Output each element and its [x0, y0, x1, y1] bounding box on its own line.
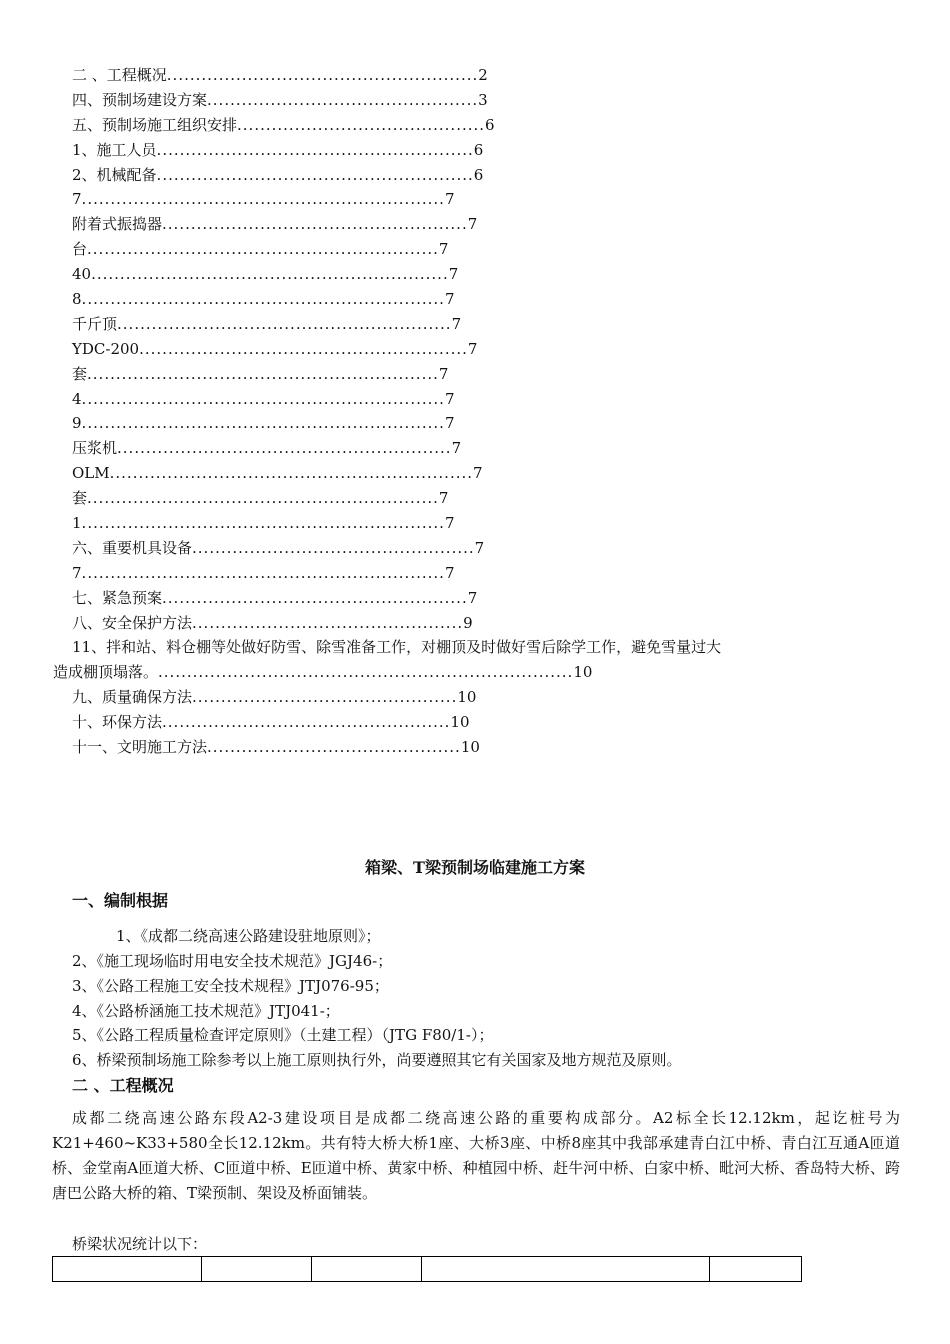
toc-dots: ...............................................................: [81, 190, 445, 209]
toc-entry[interactable]: [72, 262, 898, 287]
toc-label: 五、预制场施工组织安排: [72, 115, 238, 134]
basis-item-1: 1、《成都二绕高速公路建设驻地原则》；: [116, 927, 381, 945]
toc-label: 附着式振捣器: [72, 215, 163, 234]
toc-page: 9: [463, 613, 473, 632]
toc-dots: .............................................................: [87, 364, 439, 383]
toc-label: 压浆机: [72, 439, 118, 458]
toc-page: 7: [467, 215, 478, 234]
toc-label: 造成棚顶塌落。: [53, 663, 159, 682]
toc-entry[interactable]: [72, 113, 898, 138]
toc-label: YDC-200: [72, 339, 140, 358]
toc-page: 7: [473, 464, 483, 483]
toc-entry[interactable]: [72, 337, 898, 362]
toc-label: 40: [72, 265, 92, 284]
toc-page: 3: [478, 90, 488, 109]
toc-page: 7: [438, 364, 449, 383]
toc-dots: ...............................................................: [81, 389, 445, 408]
toc-dots: ...............................................................: [109, 464, 474, 483]
toc-dots: .....................................................: [162, 215, 468, 234]
toc-label: 4: [72, 389, 82, 408]
toc-page: 7: [444, 563, 455, 582]
toc-label: 1、施工人员: [72, 140, 157, 159]
toc-label: 七、紧急预案: [72, 588, 163, 607]
toc-dots: ...............................................................: [81, 414, 445, 433]
toc-entry[interactable]: [72, 611, 898, 636]
table-intro: 桥梁状况统计以下：: [72, 1235, 208, 1253]
toc-page: 7: [444, 389, 455, 408]
toc-dots: ........................................................................: [158, 663, 574, 682]
toc-page: 7: [444, 290, 455, 309]
toc-label: 2、机械配备: [72, 165, 157, 184]
toc-dots: ..........................................................: [117, 314, 452, 333]
toc-entry[interactable]: [72, 387, 898, 412]
toc-entry[interactable]: [72, 88, 898, 113]
toc-dots: .......................................................: [156, 165, 474, 184]
toc-dots: .............................................................: [87, 489, 439, 508]
toc-entry[interactable]: [72, 287, 898, 312]
toc-dots: ...............................................................: [81, 290, 445, 309]
toc-label: OLM: [72, 464, 110, 483]
toc-label: 千斤顶: [72, 314, 118, 333]
toc-page: 7: [444, 190, 455, 209]
basis-item-2: 2、《施工现场临时用电安全技术规范》JGJ46-；: [72, 952, 393, 970]
toc-entry[interactable]: [72, 486, 898, 511]
toc-label: 1: [72, 514, 82, 533]
toc-label: 7: [72, 563, 82, 582]
toc-page: 7: [451, 439, 462, 458]
section-heading-basis: 一、编制根据: [72, 891, 169, 910]
toc-dots: ...............................................................: [81, 563, 445, 582]
toc-label: 7: [72, 190, 82, 209]
toc-page: 6: [485, 115, 495, 134]
toc-label: 套: [72, 489, 88, 508]
toc-entry[interactable]: [72, 511, 898, 536]
toc-entry[interactable]: [72, 312, 898, 337]
toc-entry[interactable]: [72, 710, 898, 735]
toc-page: 7: [448, 265, 459, 284]
toc-page: 6: [473, 165, 484, 184]
toc-dots: ..................................................: [162, 713, 451, 732]
document-title: 箱梁、T梁预制场临建施工方案: [365, 858, 585, 877]
toc-label: 六、重要机具设备: [72, 538, 193, 557]
toc-dots: .................................................: [192, 538, 475, 557]
toc-entry[interactable]: [72, 685, 898, 710]
toc-label: 台: [72, 240, 88, 259]
toc-entry[interactable]: [72, 163, 898, 188]
basis-item-6: 6、桥梁预制场施工除参考以上施工原则执行外，尚要遵照其它有关国家及地方规范及原则。: [72, 1051, 682, 1069]
table-cell: [710, 1257, 802, 1282]
toc-entry[interactable]: [72, 63, 898, 88]
toc-label: 八、安全保护方法: [72, 613, 193, 632]
toc-page: 7: [438, 240, 449, 259]
toc-dots: ......................................................: [166, 66, 479, 84]
toc-dots: ..............................................................: [91, 265, 449, 284]
table-of-contents: [53, 63, 898, 760]
toc-entry[interactable]: [72, 138, 898, 163]
toc-label: 十一、文明施工方法: [72, 738, 208, 757]
toc-entry[interactable]: [72, 187, 898, 212]
toc-dots: ...............................................: [207, 90, 479, 109]
toc-entry[interactable]: [72, 237, 898, 262]
toc-entry[interactable]: [72, 461, 898, 486]
toc-entry[interactable]: [72, 735, 898, 760]
toc-entry-wrapped[interactable]: [53, 635, 898, 685]
toc-dots: .....................................................: [162, 588, 468, 607]
overview-paragraph: 成都二绕高速公路东段A2-3建设项目是成都二绕高速公路的重要构成部分。A2标全长12.12km，起讫桩号为K21+460~K33+580全长12.12km。共有特大桥大桥1座、大桥3座、中桥8座其中我部承建青白江中桥、青白江互通A匝道桥、金堂南A匝道大桥、C匝道中桥、E匝道中桥、黄家中桥、种植园中桥、赶牛河中桥、白家中桥、毗河大桥、香岛特大桥、跨唐巴公路大桥的箱、T梁预制、架设及桥面铺装。: [52, 1109, 900, 1202]
toc-page: 7: [467, 588, 478, 607]
toc-page: 10: [573, 663, 593, 682]
basis-item-4: 4、《公路桥涵施工技术规范》JTJ041-；: [72, 1002, 340, 1020]
toc-dots: .............................................................: [87, 240, 439, 259]
toc-entry[interactable]: [72, 212, 898, 237]
toc-page: 7: [467, 339, 478, 358]
toc-label: 8: [72, 290, 82, 309]
toc-label: 四、预制场建设方案: [72, 90, 208, 109]
toc-page: 7: [474, 538, 485, 557]
table-cell: [202, 1257, 312, 1282]
toc-dots: ..........................................................: [117, 439, 452, 458]
toc-page: 6: [473, 140, 484, 159]
toc-dots: ...............................................: [192, 613, 464, 632]
table-cell: [312, 1257, 422, 1282]
toc-label: 十、环保方法: [72, 713, 163, 732]
toc-dots: ..............................................: [192, 688, 458, 707]
toc-dots: .........................................................: [139, 339, 468, 358]
toc-label: 9: [72, 414, 82, 433]
toc-entry[interactable]: [72, 561, 898, 586]
toc-entry[interactable]: [72, 536, 898, 561]
table-cell: [422, 1257, 710, 1282]
toc-label-line1: 11、拌和站、料仓棚等处做好防雪、除雪准备工作，对棚顶及时做好雪后除学工作，避免雪量过大: [72, 638, 722, 657]
basis-item-3: 3、《公路工程施工安全技术规程》JTJ076-95；: [72, 977, 389, 995]
basis-item-5: 5、《公路工程质量检查评定原则》（土建工程）（JTG F80/1-）；: [72, 1026, 494, 1044]
toc-label: 二 、工程概况: [72, 66, 167, 84]
bridge-stats-table: [52, 1256, 802, 1282]
toc-entry[interactable]: [72, 362, 898, 387]
toc-dots: ............................................: [207, 738, 461, 757]
toc-entry[interactable]: [72, 411, 898, 436]
table-row: [53, 1257, 802, 1282]
toc-page: 7: [451, 314, 462, 333]
section-heading-overview: 二 、工程概况: [72, 1076, 174, 1095]
toc-entry[interactable]: [72, 586, 898, 611]
toc-dots: ...........................................: [237, 115, 486, 134]
toc-page: 10: [457, 688, 477, 707]
toc-label: 九、质量确保方法: [72, 688, 193, 707]
toc-page: 7: [444, 414, 455, 433]
table-cell: [53, 1257, 202, 1282]
toc-entry[interactable]: [72, 436, 898, 461]
toc-label: 套: [72, 364, 88, 383]
toc-dots: .......................................................: [156, 140, 474, 159]
toc-page: 10: [450, 713, 470, 732]
toc-page: 2: [478, 66, 488, 84]
toc-dots: ...............................................................: [81, 514, 445, 533]
toc-label-line2: [53, 660, 898, 685]
toc-page: 7: [438, 489, 449, 508]
toc-page: 10: [460, 738, 480, 757]
toc-page: 7: [444, 514, 455, 533]
